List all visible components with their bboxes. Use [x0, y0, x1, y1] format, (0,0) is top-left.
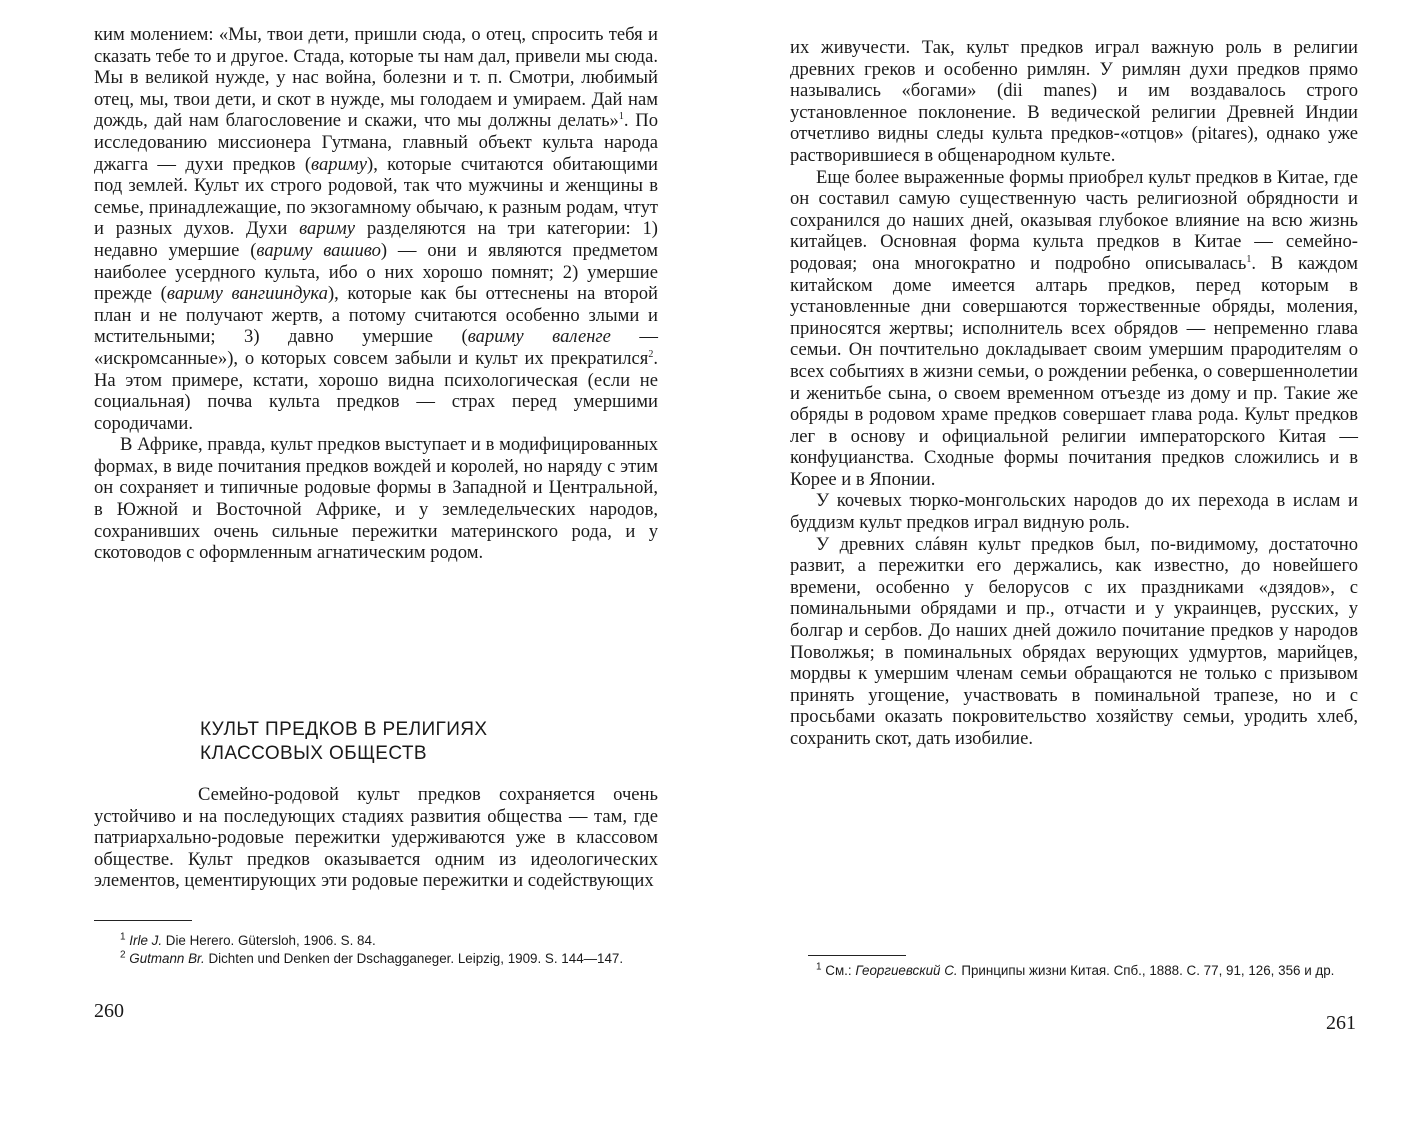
- left-page-text: [94, 24, 658, 564]
- section-text: [94, 784, 658, 892]
- footnotes: [94, 932, 658, 969]
- section-heading: КУЛЬТ ПРЕДКОВ В РЕЛИГИЯХ КЛАССОВЫХ ОБЩЕСТВ: [200, 719, 488, 764]
- footnote-ref: 1: [1246, 253, 1252, 265]
- right-paragraph-1: их живучести. Так, культ предков играл важную роль в религии древних греков и особенно римлян. У римлян духи предков прямо назывались «богами» (dii manes) и им воздавалось строго установленное поклонение. В ведической религии Древней Индии отчетливо видны следы культа предков-«отцов» (pitares), однако уже растворившиеся в общенародном культе.: [790, 37, 1358, 166]
- right-paragraph-4: У древних слáвян культ предков был, по-видимому, достаточно развит, а пережитки его держались, как известно, до новейшего времени, особенно у белорусов с их праздниками «дзядов», с поминальными обрядами и пр., отчасти и у украинцев, русских, у болгар и сербов. До наших дней дожило почитание предков у народов Поволжья; в поминальных обрядах верующих удмуртов, марийцев, мордвы к умершим членам семьи обращаются не только с призывом принять угощение, участвовать в поминальной трапезе, но и с просьбами оказать покровительство хозяйству семьи, уродить хлеб, сохранить скот, дать изобилие.: [790, 533, 1358, 749]
- footnote-1: $^1$ См.: Георгиевский С. Принципы жизни Китая. Спб., 1888. С. 77, 91, 126, 356 и др.: [816, 961, 1335, 978]
- right-page-text: [790, 37, 1358, 750]
- footnote-divider: [94, 920, 192, 921]
- right-paragraph-3: У кочевых тюрко-монгольских народов до их перехода в ислам и буддизм культ предков играл видную роль.: [790, 490, 1358, 534]
- left-paragraph-2: В Африке, правда, культ предков выступает и в модифицированных формах, в виде почитания предков вождей и королей, но наряду с этим он сохраняет и типичные родовые формы в Западной и Центральной, в Южной и Восточной Африке, и у земледельческих народов, сохранивших очень сильные пережитки материнского рода, и у скотоводов с оформленным агнатическим родом.: [94, 434, 658, 564]
- footnote-2: $^2$ Gutmann Br. Dichten und Denken der Dschagganeger. Leipzig, 1909. S. 144—147.: [120, 949, 624, 967]
- left-paragraph-1: ким молением: «Мы, твои дети, пришли сюда, о отец, спросить тебя и сказать тебе то и другое. Стада, которые ты нам дал, привели мы сюда. Мы в великой нужде, у нас война, болезни и т. п. Смотри, любимый отец, мы, твои дети, и скот в нужде, мы голодаем и умираем. Дай нам дождь, дай нам благословение и скажи, что мы должны делать»$^1$. По исследованию миссионера Гутмана, главный объект культа народа джагга — духи предков (вариму), которые считаются обитающими под землей. Культ их строго родовой, так что мужчины и женщины в семье, принадлежащие, по экзогамному обычаю, к разным родам, чтут и разных духов. Духи вариму разделяются на три категории: 1) недавно умершие (вариму вашиво) — они и являются предметом наиболее усердного культа, ибо о них хорошо помнят; 2) умершие прежде (вариму вангииндука), которые как бы оттеснены на второй план и не получают жертв, а потому считаются особенно злыми и мстительными; 3) давно умершие (вариму валенге — «искромсанные»), о которых совсем забыли и культ их прекратился$^2$. На этом примере, кстати, хорошо видна психологическая (если не социальная) почва культа предков — страх перед умершими сородичами.: [94, 24, 658, 434]
- footnote-divider: [808, 955, 906, 956]
- right-paragraph-2: Еще более выраженные формы приобрел культ предков в Китае, где он составил самую существенную часть религиозной обрядности и сохранился до наших дней, оказывая глубокое влияние на всю жизнь китайцев. Основная форма культа предков в Китае — семейно-родовая; она многократно и подробно описывалась$^1$. В каждом китайском доме имеется алтарь предков, перед которым в установленные дни совершаются торжественные обряды, моления, приносятся жертвы; исполнитель всех обрядов — непременно глава семьи. Он почтительно докладывает своим умершим прародителям о всех событиях в жизни семьи, о рождении ребенка, о совершеннолетии и женитьбе сына, о своем временном отъезде из дому и пр. Такие же обряды в родовом храме предков совершает глава рода. Культ предков лег в основу и официальной религии императорского Китая — конфуцианства. Сходные формы почитания предков сложились и в Корее и в Японии.: [790, 166, 1359, 490]
- footnote-ref: 1: [618, 111, 624, 123]
- page-number: 260: [94, 1000, 124, 1022]
- footnote-1: $^1$ Irle J. Die Herero. Gütersloh, 1906. S. 84.: [120, 931, 376, 948]
- footnote-ref: 2: [648, 348, 654, 360]
- page-number: 261: [1326, 1012, 1356, 1034]
- footnotes: [790, 962, 1358, 980]
- section-paragraph: Семейно-родовой культ предков сохраняется очень устойчиво и на последующих стадиях развития общества — там, где патриархально-родовые пережитки удерживаются уже в классовом обществе. Культ предков оказывается одним из идеологических элементов, цементирующих эти родовые пережитки и содействующих: [94, 784, 658, 892]
